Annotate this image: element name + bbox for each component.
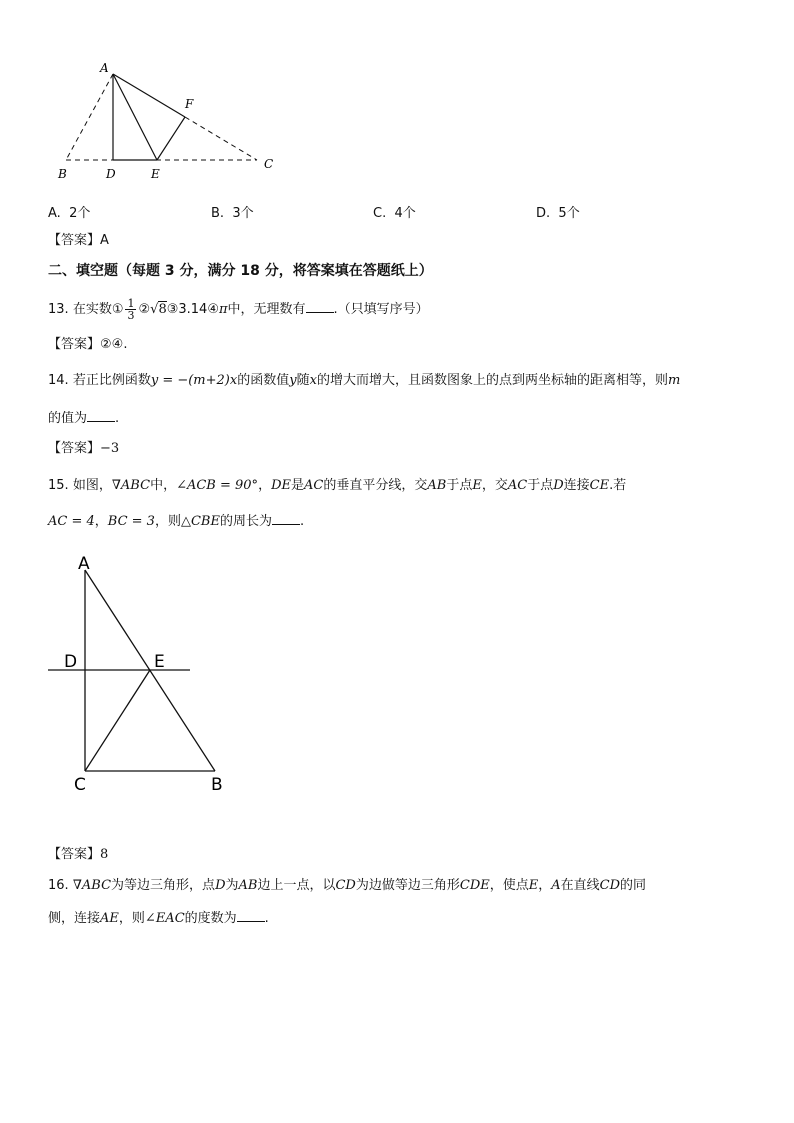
label-b: B [58, 167, 67, 181]
question-15: 15. 如图，∇ABC中，∠ACB = 90°，DE是AC的垂直平分线，交AB于点E，交AC于点D连接CE.若 [48, 478, 627, 493]
label-b2: B [211, 775, 223, 795]
label-c2: C [74, 775, 86, 795]
segment-ce [85, 670, 150, 771]
label-e: E [151, 167, 160, 181]
option-c: C. 4个 [373, 206, 416, 221]
answer-q14: 【答案】−3 [48, 441, 120, 456]
option-b: B. 3个 [211, 206, 254, 221]
answer-q15: 【答案】8 [48, 847, 109, 862]
label-d2: D [64, 652, 78, 672]
section-heading: 二、填空题（每题 3 分，满分 18 分，将答案填在答题纸上） [48, 263, 433, 279]
blank-q13 [306, 300, 334, 313]
option-d: D. 5个 [536, 206, 580, 221]
question-14: 14. 若正比例函数y = −(m+2)x的函数值y随x的增大而增大，且函数图象上的点到两坐标轴的距离相等，则m [48, 373, 681, 388]
segment-ab-dashed [66, 74, 113, 160]
fraction-one-third: $\frac{1}{3}$ [127, 297, 135, 322]
question-14-line2: 的值为 . [48, 411, 120, 426]
label-c: C [264, 157, 274, 171]
label-d: D [106, 167, 116, 181]
question-16: 16. ∇ABC为等边三角形，点D为AB边上一点，以CD为边做等边三角形CDE，使点E，A在直线CD的同 [48, 878, 647, 893]
label-a: A [100, 61, 109, 75]
label-e2: E [154, 652, 165, 672]
blank-q16 [237, 909, 265, 922]
question-15-line2: AC = 4，BC = 3，则△CBE的周长为 . [48, 514, 305, 529]
answer-q12: 【答案】A [48, 233, 109, 248]
segment-ef [157, 117, 185, 160]
triangle-figure-2 [44, 548, 244, 798]
answer-q13: 【答案】②④. [48, 337, 128, 352]
segment-fc-dashed [185, 117, 257, 160]
option-a: A. 2个 [48, 206, 91, 221]
blank-q14 [87, 409, 115, 422]
triangle-figure-1 [50, 58, 290, 186]
question-13: 13. 在实数① $\frac{1}{3}$ ②√8③3.14④π中，无理数有 .（只填写序号） [48, 297, 429, 322]
label-a2: A [78, 554, 90, 574]
question-16-line2: 侧，连接AE，则∠EAC的度数为 . [48, 911, 269, 926]
label-f: F [185, 97, 194, 111]
blank-q15 [272, 512, 300, 525]
